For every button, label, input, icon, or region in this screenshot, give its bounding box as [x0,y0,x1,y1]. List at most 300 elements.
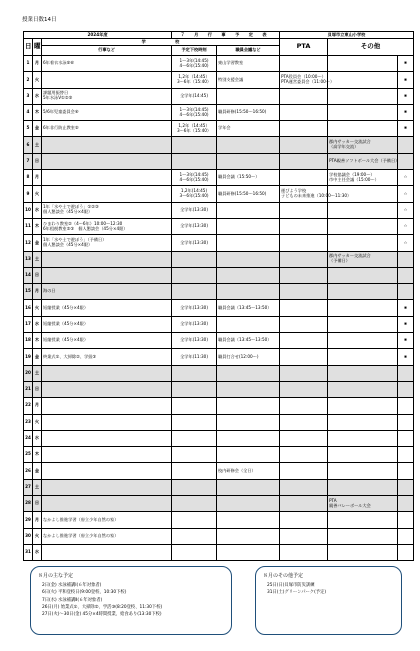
row-pta [280,284,328,300]
row-pta [280,202,328,218]
table-row [24,365,414,381]
row-event: 海の日 [42,284,172,300]
row-mark-icon: ☆ [398,235,414,251]
row-dismissal-time: 1〜3年(14:45) 4〜6年(15:40) [172,56,217,72]
row-pta [280,398,328,414]
row-day: 17 [24,316,33,332]
row-dismissal-time [172,381,217,397]
row-pta [280,430,328,446]
row-day: 3 [24,88,33,104]
row-staff-meeting [217,365,280,381]
row-day: 23 [24,414,33,430]
table-row [24,267,414,283]
row-staff-meeting: 東山学習教室 [217,56,280,72]
row-staff-meeting [217,381,280,397]
august-other-schedule-box [255,566,402,635]
row-other [328,88,398,104]
row-weekday: 水 [33,544,42,560]
row-other [328,300,398,316]
table-row [24,398,414,414]
table-row [24,544,414,560]
row-other [328,267,398,283]
row-other [328,202,398,218]
row-staff-meeting [217,479,280,495]
row-other [328,430,398,446]
header-dismissal-time: 予定下校時刻 [172,46,217,56]
row-weekday: 木 [33,104,42,120]
row-other [328,398,398,414]
row-mark-icon [398,414,414,430]
header-pta: PTA [280,39,328,56]
row-staff-meeting [217,267,280,283]
row-dismissal-time [172,512,217,528]
row-mark-icon: ❀ [398,56,414,72]
row-staff-meeting [217,202,280,218]
row-day: 6 [24,137,33,153]
row-staff-meeting [217,284,280,300]
row-weekday: 土 [33,479,42,495]
row-day: 20 [24,365,33,381]
row-weekday: 火 [33,72,42,88]
row-event: 6年非行防止教室⑤ [42,121,172,137]
row-other [328,56,398,72]
row-pta [280,218,328,234]
row-event: 6年着衣水泳⑤⑥ [42,56,172,72]
row-other [328,463,398,479]
list-item: 6日(火) 平和登校日(9:00登校、10:30下校) [42,590,127,596]
row-weekday: 日 [33,381,42,397]
row-event: なかよし推進学習（府立少年自然の家） [42,512,172,528]
list-item: 2日(金) 水泳補講Ⅰ(６年対象者) [42,583,102,588]
row-mark-icon: ❀ [398,300,414,316]
row-dismissal-time: 全学年(13:30) [172,202,217,218]
row-dismissal-time [172,153,217,169]
table-row [24,496,414,512]
row-mark-icon: ❀ [398,121,414,137]
row-day: 19 [24,349,33,365]
row-mark-icon: ❀ [398,72,414,88]
row-weekday: 木 [33,218,42,234]
row-dismissal-time: 全学年(13:30) [172,300,217,316]
row-other [328,544,398,560]
fiscal-year: 2024年度 [24,32,172,39]
row-pta [280,512,328,528]
row-other: 郡内サッカー交流試合 （高学年交流） [328,137,398,153]
row-other [328,218,398,234]
row-event [42,430,172,446]
list-item: 7日(水) 水泳補講Ⅱ(６年対象者) [42,597,103,603]
row-dismissal-time: 1〜3年(14:45) 4〜6年(15:40) [172,104,217,120]
row-day: 13 [24,251,33,267]
table-row [24,186,414,202]
row-pta [280,414,328,430]
row-pta [280,544,328,560]
row-day: 2 [24,72,33,88]
row-weekday: 火 [33,414,42,430]
row-event: 1年「水や土で遊ぼう」（予備日） 個人懇談会（45分×4限） [42,235,172,251]
row-weekday: 月 [33,512,42,528]
row-weekday: 火 [33,186,42,202]
table-row [24,104,414,120]
row-dismissal-time: 1,2年（14:45） 3〜6年（15:40） [172,121,217,137]
row-weekday: 土 [33,365,42,381]
row-dismissal-time: 全学年(13:30) [172,218,217,234]
row-dismissal-time: 1〜3年(14:45) 4〜6年(15:40) [172,170,217,186]
schedule-rows [24,56,414,561]
row-staff-meeting: 職員研修(15:50〜16:50) [217,186,280,202]
school-name: 貝塚市立東山小学校 [280,32,414,39]
row-mark-icon [398,528,414,544]
row-dismissal-time [172,267,217,283]
row-event [42,463,172,479]
row-dismissal-time: 全学年(13:30) [172,235,217,251]
row-event: 短縮授業（45分×4限） [42,316,172,332]
row-event: 課題用振替日 5年水泳Ⅴ①②③ [42,88,172,104]
row-event: なかよし推進学習（府立少年自然の家） [42,528,172,544]
row-day: 11 [24,218,33,234]
row-day: 22 [24,398,33,414]
row-dismissal-time [172,496,217,512]
row-pta: 運びよう学校 子どもの未来推進（10:00〜11:30） [280,186,328,202]
row-other [328,121,398,137]
list-item: 31日(土)グリーンパーク(予定) [267,590,327,596]
row-mark-icon [398,365,414,381]
row-staff-meeting [217,251,280,267]
row-staff-meeting: 職員研修(15:50〜16:50) [217,104,280,120]
row-other [328,447,398,463]
row-mark-icon: ☆ [398,202,414,218]
row-mark-icon: ❀ [398,316,414,332]
row-pta [280,528,328,544]
row-event [42,137,172,153]
row-mark-icon [398,544,414,560]
row-other [328,365,398,381]
row-day: 24 [24,430,33,446]
row-pta [280,104,328,120]
row-weekday: 火 [33,528,42,544]
row-day: 14 [24,267,33,283]
row-weekday: 月 [33,398,42,414]
row-dismissal-time: 全学年(14:45) [172,88,217,104]
row-staff-meeting [217,447,280,463]
row-staff-meeting [217,414,280,430]
schedule-table [23,31,414,561]
row-weekday: 木 [33,333,42,349]
row-dismissal-time [172,414,217,430]
row-mark-icon [398,398,414,414]
august-other-schedule-list [263,582,394,597]
row-weekday: 金 [33,463,42,479]
row-event [42,186,172,202]
row-day: 29 [24,512,33,528]
row-day: 8 [24,170,33,186]
header-events: 行事など [42,46,172,56]
row-other: PTA 親善バレーボール大会 [328,496,398,512]
row-day: 7 [24,153,33,169]
row-staff-meeting [217,544,280,560]
page-title: ７ 月 行 事 予 定 表 [172,32,280,39]
table-row [24,414,414,430]
row-weekday: 土 [33,137,42,153]
row-day: 4 [24,104,33,120]
row-pta [280,267,328,283]
row-staff-meeting: 職員打合せ(12:00〜) [217,349,280,365]
row-day: 21 [24,381,33,397]
row-other [328,333,398,349]
row-dismissal-time [172,528,217,544]
row-event: ひまわり教室②（4〜6年）10:00〜12:30 6年租税教室②③ 個人懇談会（45分×4限） [42,218,172,234]
row-pta [280,88,328,104]
row-pta [280,300,328,316]
row-pta [280,170,328,186]
row-other [328,381,398,397]
row-event [42,251,172,267]
row-other: PTA親善ソフトボール大会（予備日） [328,153,398,169]
row-staff-meeting [217,528,280,544]
row-event [42,398,172,414]
row-event [42,544,172,560]
row-other [328,316,398,332]
table-row [24,88,414,104]
row-event [42,365,172,381]
row-mark-icon: ☆ [398,186,414,202]
row-pta [280,316,328,332]
row-pta [280,137,328,153]
row-other: 学校協議会（19:00〜） 市中主任会議（15:00〜） [328,170,398,186]
row-mark-icon [398,496,414,512]
row-staff-meeting: 校内研修会（全日） [217,463,280,479]
row-pta [280,463,328,479]
row-other [328,104,398,120]
row-mark-icon [398,512,414,528]
row-weekday: 月 [33,170,42,186]
row-weekday: 水 [33,88,42,104]
row-day: 25 [24,447,33,463]
row-other [328,72,398,88]
row-mark-icon [398,137,414,153]
row-mark-icon: ☆ [398,218,414,234]
row-dismissal-time [172,463,217,479]
row-weekday: 日 [33,153,42,169]
table-row [24,447,414,463]
row-weekday: 火 [33,300,42,316]
row-event [42,447,172,463]
row-dismissal-time: 1,2年（14:45） 3〜6年（15:40） [172,72,217,88]
row-pta [280,235,328,251]
row-weekday: 金 [33,235,42,251]
row-day: 5 [24,121,33,137]
row-other [328,479,398,495]
row-weekday: 日 [33,496,42,512]
row-event: 短縮授業（45分×4限） [42,333,172,349]
table-row [24,300,414,316]
row-dismissal-time: 全学年(11:30) [172,349,217,365]
row-pta [280,121,328,137]
row-dismissal-time: 全学年(13:30) [172,333,217,349]
row-day: 1 [24,56,33,72]
row-pta [280,333,328,349]
row-staff-meeting [217,316,280,332]
row-staff-meeting [217,88,280,104]
row-weekday: 水 [33,316,42,332]
table-row [24,284,414,300]
row-dismissal-time [172,479,217,495]
row-day: 12 [24,235,33,251]
row-dismissal-time [172,430,217,446]
row-mark-icon [398,463,414,479]
school-days-count: 授業日数14日 [22,17,57,23]
list-item: 27日(火)〜30日(金) 45分×4時間授業、給食あり(13:30下校) [42,612,162,618]
row-event [42,267,172,283]
table-row [24,512,414,528]
table-row [24,121,414,137]
table-row [24,137,414,153]
row-pta [280,56,328,72]
row-mark-icon [398,251,414,267]
row-event [42,153,172,169]
row-staff-meeting [217,512,280,528]
table-row [24,153,414,169]
row-dismissal-time: 1,2年(14:45) 3〜6年(15:40) [172,186,217,202]
row-other [328,284,398,300]
row-dismissal-time [172,284,217,300]
row-day: 27 [24,479,33,495]
table-row [24,251,414,267]
row-pta [280,479,328,495]
header-weekday: 曜 [33,39,42,56]
row-mark-icon [398,267,414,283]
row-day: 28 [24,496,33,512]
table-row [24,381,414,397]
table-row [24,333,414,349]
row-staff-meeting: 学年会 [217,121,280,137]
row-weekday: 日 [33,267,42,283]
table-row [24,56,414,72]
row-other [328,235,398,251]
row-staff-meeting [217,430,280,446]
row-day: 15 [24,284,33,300]
row-other [328,414,398,430]
row-weekday: 水 [33,430,42,446]
row-pta [280,251,328,267]
row-staff-meeting [217,153,280,169]
row-other [328,349,398,365]
list-item: 25日(日)貝塚市防災訓練 [267,583,315,588]
row-weekday: 金 [33,349,42,365]
row-dismissal-time [172,398,217,414]
row-event [42,496,172,512]
row-other: 郡内サッカー交流試合 （予備日） [328,251,398,267]
table-row [24,72,414,88]
row-event: 5/6年児童委員会⑥ [42,104,172,120]
row-day: 30 [24,528,33,544]
table-row [24,235,414,251]
row-weekday: 月 [33,56,42,72]
row-staff-meeting [217,218,280,234]
row-dismissal-time [172,365,217,381]
row-pta [280,381,328,397]
row-mark-icon: ❀ [398,333,414,349]
row-staff-meeting: 職員会議（13:45〜13:50） [217,333,280,349]
row-staff-meeting: 職員会議（15:50〜） [217,170,280,186]
row-staff-meeting [217,496,280,512]
row-mark-icon: ❀ [398,104,414,120]
row-event [42,381,172,397]
row-event [42,414,172,430]
table-row [24,170,414,186]
row-mark-icon [398,430,414,446]
row-event: 終業式①、大掃除②、学級③ [42,349,172,365]
row-weekday: 土 [33,251,42,267]
row-dismissal-time [172,251,217,267]
row-mark-icon [398,447,414,463]
row-mark-icon: ❀ [398,349,414,365]
row-staff-meeting: 職員会議（13:45〜13:50） [217,300,280,316]
row-other [328,512,398,528]
table-row [24,479,414,495]
header-school-group: 学 校 [42,39,280,46]
row-mark-icon [398,479,414,495]
row-dismissal-time: 全学年(13:30) [172,316,217,332]
row-other [328,528,398,544]
row-mark-icon: ☆ [398,170,414,186]
august-other-schedule-title: ８月のその他予定 [263,573,304,579]
table-row [24,316,414,332]
table-row [24,349,414,365]
table-row [24,430,414,446]
header-day: 日 [24,39,33,56]
row-mark-icon [398,381,414,397]
row-dismissal-time [172,447,217,463]
row-weekday: 金 [33,121,42,137]
row-pta: PTA役員会（10:00〜） PTA運営委員会（11:00〜） [280,72,328,88]
row-staff-meeting [217,137,280,153]
row-day: 16 [24,300,33,316]
row-event [42,170,172,186]
row-pta [280,349,328,365]
row-day: 10 [24,202,33,218]
august-main-schedule-box [30,566,232,635]
row-event: 短縮授業（45分×4限） [42,300,172,316]
row-pta [280,365,328,381]
row-day: 18 [24,333,33,349]
row-mark-icon [398,284,414,300]
header-other: その他 [328,39,414,56]
row-event: 1年「水や土で遊ぼう」①②③ 個人懇談会（45分×4限） [42,202,172,218]
row-pta [280,496,328,512]
list-item: 26日(月) 始業式①、大掃除②、学活③(8:20登校、11:30下校) [42,604,163,610]
table-row [24,528,414,544]
row-dismissal-time [172,137,217,153]
row-event [42,72,172,88]
table-row [24,218,414,234]
row-mark-icon [398,153,414,169]
row-day: 26 [24,463,33,479]
row-dismissal-time [172,544,217,560]
row-mark-icon: ❀ [398,88,414,104]
row-staff-meeting: 特別支援会議 [217,72,280,88]
row-staff-meeting [217,235,280,251]
row-weekday: 木 [33,447,42,463]
row-pta [280,447,328,463]
row-day: 31 [24,544,33,560]
header-staff-meetings: 職員会議など [217,46,280,56]
august-main-schedule-title: ８月の主な予定 [38,573,74,579]
table-row [24,463,414,479]
row-event [42,479,172,495]
row-staff-meeting [217,398,280,414]
row-weekday: 月 [33,284,42,300]
